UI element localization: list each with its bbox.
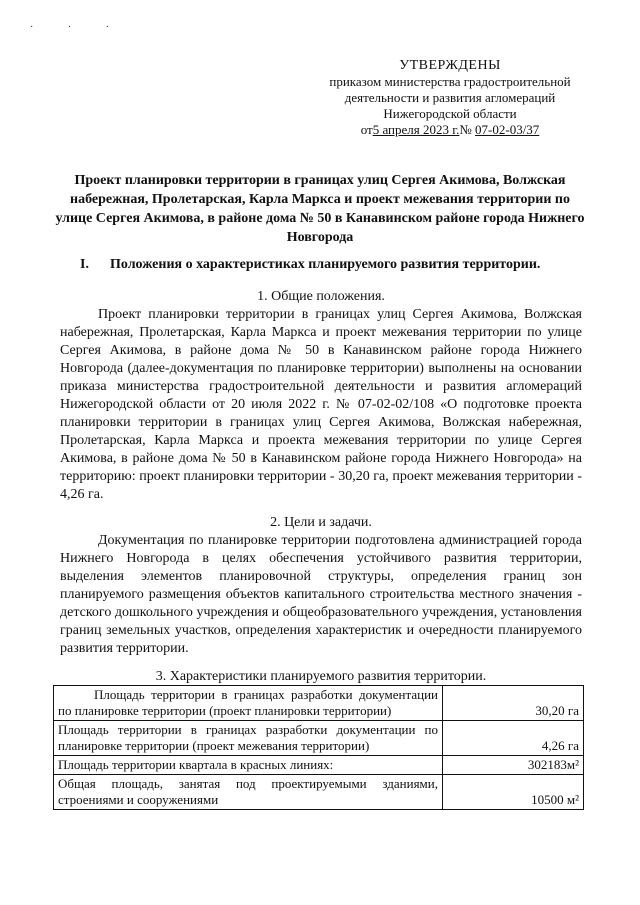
approval-heading: УТВЕРЖДЕНЫ bbox=[399, 58, 501, 73]
table-cell-value: 30,20 га bbox=[443, 686, 584, 721]
section-number: I. bbox=[80, 257, 89, 272]
table-cell-label: Площадь территории в границах разработки документации по планировке территории (проект планировки территории) bbox=[54, 686, 443, 721]
approval-line-1: приказом министерства градостроительной bbox=[329, 74, 571, 89]
table-cell-value: 302183м² bbox=[443, 756, 584, 775]
table-row bbox=[54, 721, 584, 756]
approval-date-line bbox=[300, 122, 600, 138]
subheading-characteristics: 3. Характеристики планируемого развития территории. bbox=[155, 669, 487, 684]
approval-block bbox=[300, 58, 600, 138]
characteristics-table bbox=[53, 685, 584, 810]
table-row bbox=[54, 775, 584, 810]
table-cell-label: Общая площадь, занятая под проектируемыми зданиями, строениями и сооружениями bbox=[54, 775, 443, 810]
table-row bbox=[54, 686, 584, 721]
date-prefix: от bbox=[360, 122, 373, 137]
number-prefix: № bbox=[459, 122, 472, 137]
paragraph-goals: Документация по планировке территории подготовлена администрацией города Нижнего Новгорода в целях обеспечения устойчивого развития территории, выделения элементов планировочной структуры, определения границ зон планируемого размещения объектов капитального строительства местного значения - детского дошкольного учреждения и общеобразовательного учреждения, установления границ земельных участков, определения характеристик и очередности планируемого развития территории. bbox=[60, 533, 582, 656]
approval-line-3: Нижегородской области bbox=[383, 106, 517, 121]
paragraph-general: Проект планировки территории в границах улиц Сергея Акимова, Волжская набережная, Пролетарская, Карла Маркса и проект межевания территории по улице Сергея Акимова, в районе дома № 50 в Канавинском районе города Нижнего Новгорода (далее-документация по планировке территории) выполнены на основании приказа министерства градостроительной деятельности и развития агломераций Нижегородской области от 20 июля 2022 г. № 07-02-02/108 «О подготовке проекта планировки территории в границах улиц Сергея Акимова, Волжская набережная, Пролетарская, Карла Маркса и проекта межевания территории по улице Сергея Акимова, в районе дома № 50 в Канавинском районе города Нижнего Новгорода» на территорию: проект планировки территории - 30,20 га, проект межевания территории - 4,26 га. bbox=[60, 307, 582, 502]
approval-date: 5 апреля 2023 г. bbox=[372, 122, 460, 137]
document-title: Проект планировки территории в границах улиц Сергея Акимова, Волжская набережная, Пролетарская, Карла Маркса и проект межевания территории по улице Сергея Акимова, в районе дома № 50 в Канавинском районе города Нижнего Новгорода bbox=[55, 173, 585, 245]
scan-marks: · · · bbox=[30, 22, 125, 33]
table-cell-label: Площадь территории квартала в красных линиях: bbox=[54, 756, 443, 775]
approval-line-2: деятельности и развития агломераций bbox=[344, 90, 556, 105]
subheading-goals: 2. Цели и задачи. bbox=[270, 515, 372, 530]
table-cell-label: Площадь территории в границах разработки документации по планировке территории (проект межевания территории) bbox=[54, 721, 443, 756]
table-cell-value: 4,26 га bbox=[443, 721, 584, 756]
subheading-general: 1. Общие положения. bbox=[257, 289, 385, 304]
approval-number: 07-02-03/37 bbox=[475, 122, 540, 137]
table-row bbox=[54, 756, 584, 775]
table-cell-value: 10500 м² bbox=[443, 775, 584, 810]
section-title: Положения о характеристиках планируемого развития территории. bbox=[110, 257, 541, 272]
section-heading bbox=[80, 255, 600, 274]
